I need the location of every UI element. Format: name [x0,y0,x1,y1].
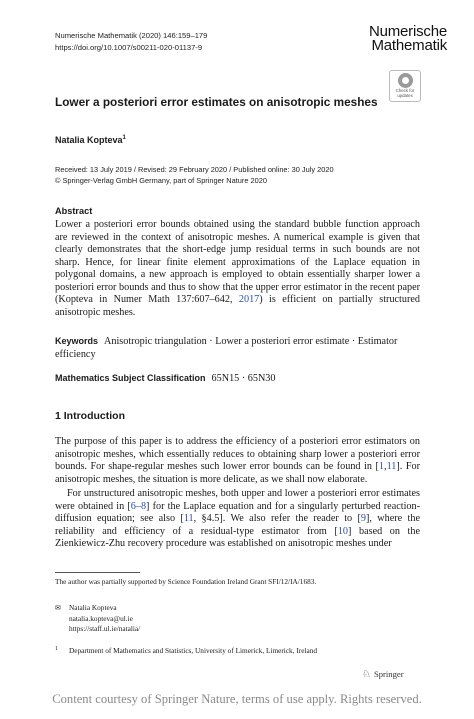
affiliation [55,646,317,655]
introduction-heading: 1 Introduction [55,410,125,422]
author-contact [55,603,140,635]
history-dates: Received: 13 July 2019 / Revised: 29 February 2020 / Published online: 30 July 2020 [55,165,334,174]
keywords [55,335,420,361]
abstract-heading: Abstract [55,206,93,216]
abstract-text [55,219,420,319]
intro-p2-text-a: For unstructured anisotropic meshes, both upper and lower a posteriori error estimates were obtained in [ [55,488,420,512]
check-updates-icon [398,73,413,88]
journal-citation: Numerische Mathematik (2020) 146:159–179 [55,31,208,40]
publisher-name: Springer [373,669,404,679]
affiliation-text: Department of Mathematics and Statistics, University of Limerick, Limerick, Ireland [69,646,318,655]
ref-link-11[interactable]: 11 [386,461,397,472]
journal-logo [335,25,447,53]
msc-codes: 65N15 · 65N30 [211,373,276,384]
badge-label-line2: updates [397,93,413,98]
intro-paragraph-2 [55,488,420,551]
journal-logo-line2: Mathematik [371,37,447,54]
abstract-body: Lower a posteriori error bounds obtained using the standard bubble function approach are reviewed in the context of anisotropic meshes. A numerical example is given that clearly demonstrates that the short-edge jump residual terms in such bounds are not sharp. Hence, for linear finite element approximations of the Laplace equation in polygonal domains, a new approach is employed to obtain essentially sharper lower a posteriori error bounds and thus to show that the upper error estimator in the recent paper (Kopteva in Numer Math 137:607–642, [55,219,420,305]
intro-p1-sep: , [384,461,387,472]
journal-logo-line1: Numerische [368,23,447,40]
ref-link-11b[interactable]: 11 [183,513,194,524]
contact-email[interactable]: natalia.kopteva@ul.ie [69,613,133,623]
keywords-text: Anisotropic triangulation · Lower a posteriori error estimate · Estimator efficiency [55,336,398,360]
check-for-updates-badge[interactable] [389,70,421,102]
springer-horse-icon: ♘ [362,669,371,680]
contact-name: Natalia Kopteva [69,603,117,612]
intro-p2-text-e: ] based on the Zienkiewicz-Zhu recovery procedure was established on anisotropic meshes under [55,525,420,549]
author-name: Natalia Kopteva [55,135,123,145]
abstract-end: ) is efficient on partially structured anisotropic meshes. [55,294,420,318]
author [55,135,126,145]
paper-title: Lower a posteriori error estimates on anisotropic meshes [55,95,378,109]
doi-link[interactable]: https://doi.org/10.1007/s00211-020-01137-9 [55,43,203,52]
ref-link-10[interactable]: 10 [337,525,349,537]
ref-link-9[interactable]: 9 [360,513,366,524]
intro-paragraph-1 [55,436,420,486]
content-credit: Content courtesy of Springer Nature, terms of use apply. Rights reserved. [52,692,422,706]
copyright-line: © Springer-Verlag GmbH Germany, part of Springer Nature 2020 [55,176,267,185]
contact-url[interactable]: https://staff.ul.ie/natalia/ [69,624,141,633]
citation-link-2017[interactable]: 2017 [238,294,260,305]
msc-classification [55,373,276,384]
intro-p2-text-b: ] for the Laplace equation and for a singularly perturbed reaction-diffusion equation; see also [ [55,500,420,524]
intro-p2-text-d: ], where the reliability and efficiency of a residual-type estimator from [ [55,513,420,537]
envelope-icon: ✉ [55,604,61,612]
keywords-label: Keywords [55,336,99,346]
intro-p1-text-b: ]. For anisotropic meshes, the situation is more delicate, as we shall now elaborate. [55,461,421,485]
author-affiliation-mark: 1 [122,135,126,141]
ref-link-1[interactable]: 1 [378,461,385,472]
footnote-divider [55,572,140,573]
journal-info [55,30,207,54]
ref-link-6-8[interactable]: 6–8 [130,500,147,512]
publication-dates [55,164,334,186]
affiliation-number: 1 [55,646,58,652]
intro-p2-text-c: , §4.5]. We also refer the reader to [ [193,513,361,524]
funding-footnote: The author was partially supported by Science Foundation Ireland Grant SFI/12/IA/1683. [55,577,317,586]
publisher-logo [362,669,404,680]
msc-label: Mathematics Subject Classification [55,373,206,383]
badge-label-line1: Check for [395,88,415,93]
intro-p1-text-a: The purpose of this paper is to address the efficiency of a posteriori error estimators on anisotropic meshes, which essentially reduces to obtaining sharp lower a posteriori error bounds. For shape-regular meshes such lower error bounds can be found in [ [55,436,420,472]
